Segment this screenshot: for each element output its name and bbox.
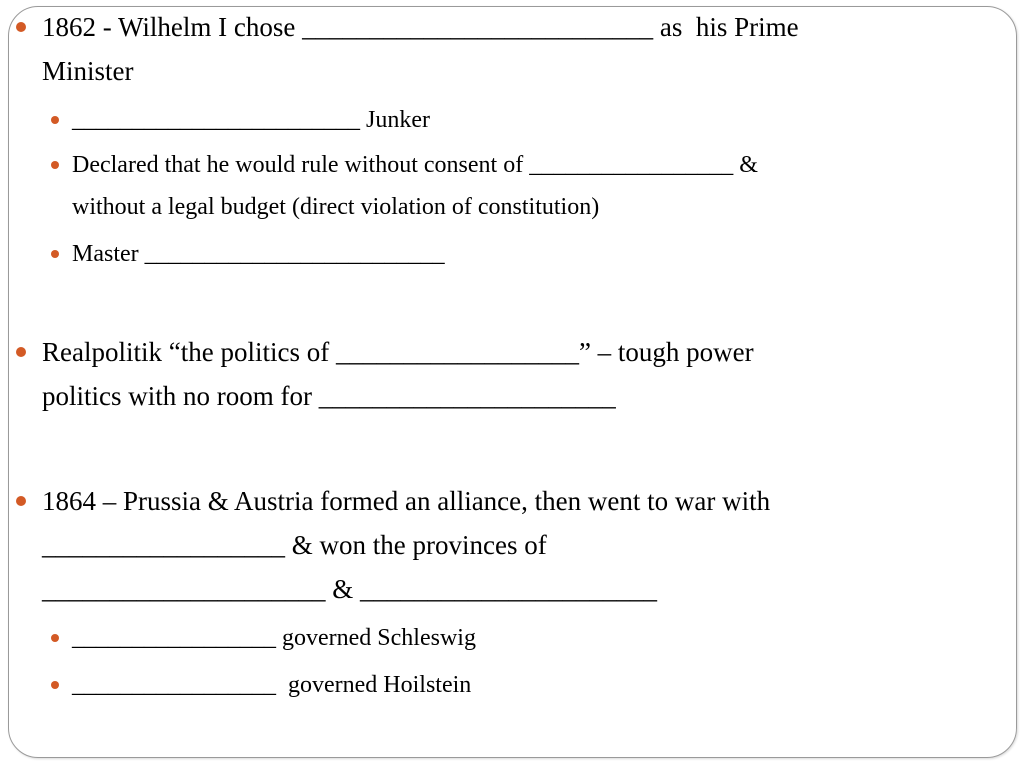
bullet-line: __________________ & won the provinces of (42, 530, 547, 560)
bullet-dot-icon (51, 634, 59, 642)
bullet-realpolitik (42, 330, 1004, 418)
bullet-line: without a legal budget (direct violation of constitution) (72, 194, 600, 220)
bullet-line: _________________ governed Schleswig (72, 625, 476, 651)
bullet-dot-icon (16, 347, 26, 357)
bullet-line: Master _________________________ (72, 241, 445, 267)
sub-bullet-rule-without-consent (72, 144, 1004, 228)
bullet-dot-icon (51, 116, 59, 124)
sub-bullet-master (72, 233, 1004, 275)
bullet-line: 1862 - Wilhelm I chose __________________________ as his Prime (42, 12, 799, 42)
bullet-line: _________________ governed Hoilstein (72, 672, 472, 698)
bullet-1864-alliance (42, 479, 1004, 611)
bullet-line: Realpolitik “the politics of __________________” – tough power (42, 337, 754, 367)
bullet-line: _____________________ & ______________________ (42, 574, 658, 604)
bullet-line: Minister (42, 56, 134, 86)
bullet-line: ________________________ Junker (72, 107, 430, 133)
bullet-dot-icon (51, 250, 59, 258)
bullet-line: Declared that he would rule without consent of _________________ & (72, 152, 758, 178)
bullet-line: 1864 – Prussia & Austria formed an alliance, then went to war with (42, 486, 771, 516)
bullet-prime-minister (42, 5, 1004, 93)
sub-bullet-hoilstein (72, 664, 1004, 706)
sub-bullet-junker (72, 99, 1004, 141)
sub-bullet-schleswig (72, 617, 1004, 659)
bullet-dot-icon (51, 161, 59, 169)
bullet-dot-icon (51, 681, 59, 689)
bullet-dot-icon (16, 496, 26, 506)
bullet-dot-icon (16, 22, 26, 32)
bullet-line: politics with no room for ______________________ (42, 381, 616, 411)
